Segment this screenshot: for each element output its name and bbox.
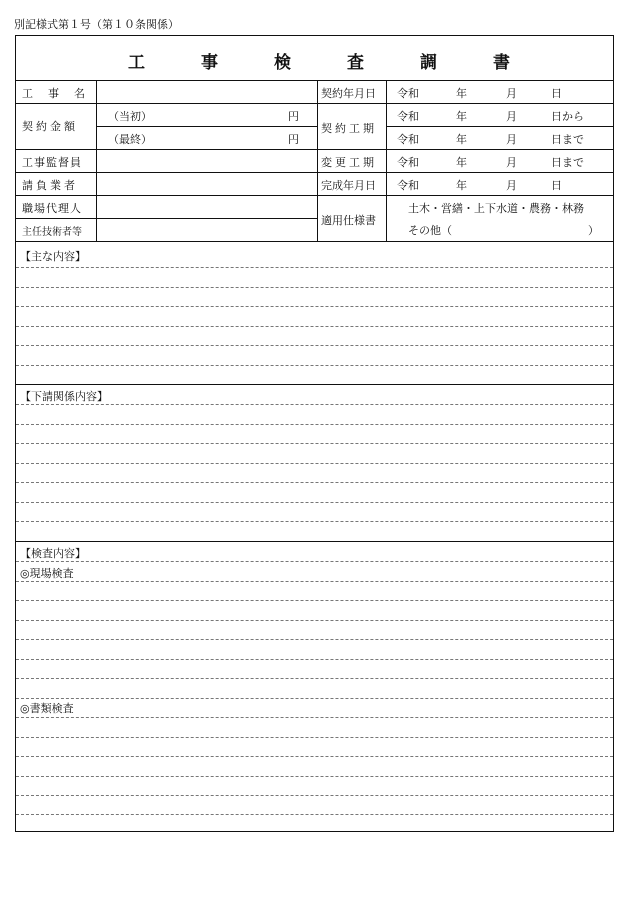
month-unit: 月: [506, 87, 517, 100]
inspection-form: [15, 35, 614, 832]
label-contract-period: 契約工期: [321, 122, 377, 135]
day-until: 日まで: [551, 156, 584, 169]
label-construction-name: 工 事 名: [22, 87, 87, 100]
day-from: 日から: [551, 110, 584, 123]
year-unit: 年: [456, 110, 467, 123]
subsection-document-inspection: ◎書類検査: [20, 702, 74, 715]
label-change-period: 変更工期: [321, 156, 377, 169]
label-completion-date: 完成年月日: [321, 179, 376, 192]
year-unit: 年: [456, 179, 467, 192]
label-contract-date: 契約年月日: [321, 87, 376, 100]
label-chief-engineer: 主任技術者等: [22, 227, 82, 238]
day-until: 日まで: [551, 133, 584, 146]
label-site-agent: 職場代理人: [22, 202, 82, 215]
final-amount-label: （最終）: [108, 133, 152, 146]
month-unit: 月: [506, 110, 517, 123]
initial-amount-label: （当初）: [108, 110, 152, 123]
title-char: 工: [128, 53, 145, 73]
month-unit: 月: [506, 179, 517, 192]
form-title: [16, 36, 613, 81]
era-reiwa: 令和: [397, 179, 419, 192]
era-reiwa: 令和: [397, 87, 419, 100]
label-contractor: 請負業者: [22, 179, 78, 192]
spec-options: 土木・営繕・上下水道・農務・林務: [408, 202, 584, 215]
title-char: 書: [493, 53, 510, 73]
section-main-content: 【主な内容】: [20, 250, 86, 263]
era-reiwa: 令和: [397, 156, 419, 169]
title-char: 事: [201, 53, 218, 73]
era-reiwa: 令和: [397, 133, 419, 146]
label-supervisor: 工事監督員: [22, 156, 82, 169]
title-char: 調: [420, 53, 437, 73]
header-info-table: [16, 80, 613, 275]
section-subcontract: 【下請関係内容】: [20, 390, 108, 403]
month-unit: 月: [506, 156, 517, 169]
section-inspection: 【検査内容】: [20, 547, 86, 560]
year-unit: 年: [456, 133, 467, 146]
day-unit: 日: [551, 179, 562, 192]
month-unit: 月: [506, 133, 517, 146]
label-spec: 適用仕様書: [321, 214, 376, 227]
era-reiwa: 令和: [397, 110, 419, 123]
subsection-site-inspection: ◎現場検査: [20, 567, 74, 580]
year-unit: 年: [456, 87, 467, 100]
title-char: 検: [274, 53, 291, 73]
title-char: 査: [347, 53, 364, 73]
spec-other-open: その他（: [408, 224, 452, 237]
year-unit: 年: [456, 156, 467, 169]
yen-unit: 円: [288, 133, 299, 146]
yen-unit: 円: [288, 110, 299, 123]
label-contract-amount: 契約金額: [22, 120, 78, 133]
spec-other-close: ）: [588, 224, 599, 237]
form-identifier: 別記様式第１号（第１０条関係）: [14, 18, 179, 31]
day-unit: 日: [551, 87, 562, 100]
